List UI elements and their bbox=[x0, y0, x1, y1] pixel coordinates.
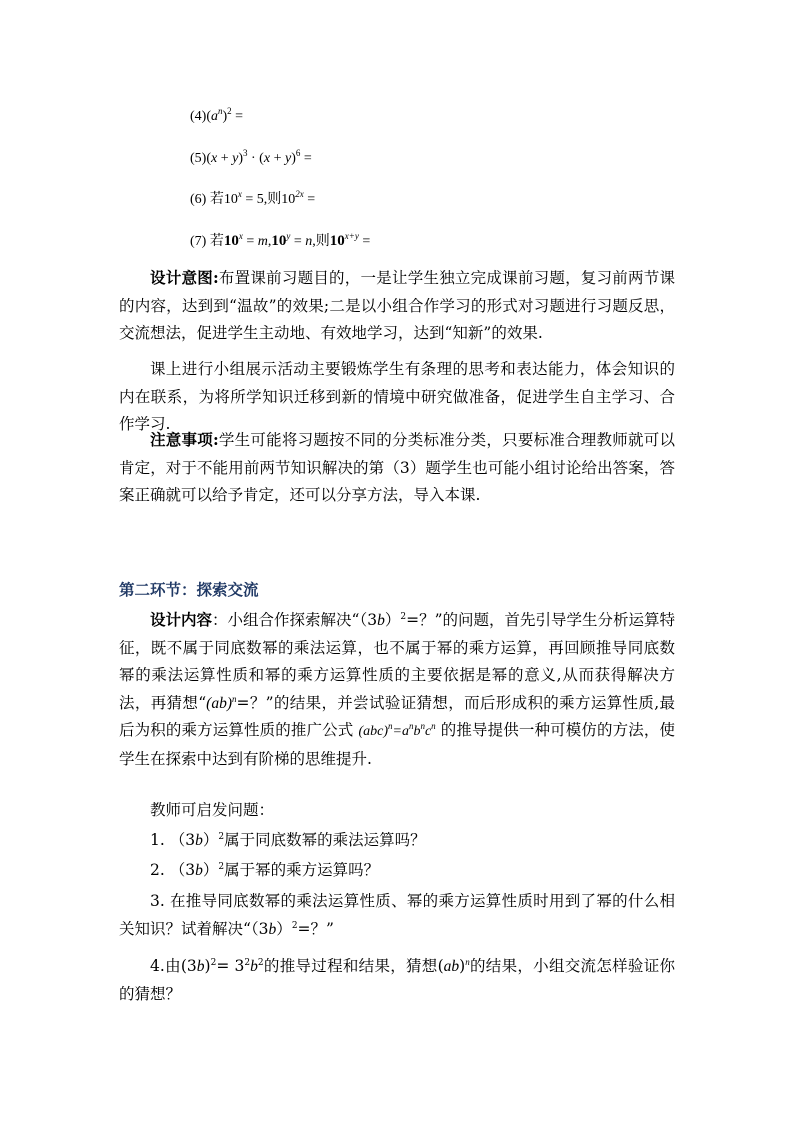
design-content-exp-n4: n bbox=[420, 721, 425, 731]
exercise-4-paren: ) bbox=[222, 109, 228, 124]
exercise-4-number: (4)( bbox=[190, 109, 211, 124]
exercise-6 bbox=[190, 191, 315, 209]
question-3-var-b: b bbox=[268, 920, 277, 938]
exercise-7-number: (7) 若 bbox=[190, 234, 224, 249]
question-1-pow: 2 bbox=[218, 832, 225, 842]
question-4-pow-1: 2 bbox=[210, 958, 217, 968]
design-content-eq-a: =a bbox=[392, 724, 409, 739]
exercise-5-plus2: + bbox=[270, 151, 285, 166]
question-3 bbox=[119, 888, 675, 943]
question-4-var-b: b bbox=[196, 958, 205, 975]
exercise-6-number: (6) 若10 bbox=[190, 192, 238, 207]
exercise-5-x2: x bbox=[263, 151, 271, 166]
exercise-5-rparen: ) bbox=[238, 151, 244, 166]
exercise-6-middle: = 5,则10 bbox=[241, 192, 296, 207]
exercise-4-exp: n bbox=[218, 106, 223, 116]
exercise-5-x: x bbox=[211, 151, 218, 166]
question-3-text: 3. 在推导同底数幂的乘法运算性质、幂的乘方运算性质时用到了幂的什么相关知识？试着解决“（3 bbox=[119, 892, 675, 938]
exercise-5-plus: + bbox=[217, 151, 233, 166]
question-4-text-1: 4.由(3 bbox=[150, 957, 197, 975]
design-intent-paragraph bbox=[119, 264, 675, 348]
exercise-7-equals: = bbox=[358, 234, 371, 249]
exercise-5-number: (5)( bbox=[190, 151, 211, 166]
exercise-7-exp-x: x bbox=[238, 231, 243, 241]
design-content-colon: ： bbox=[212, 611, 228, 629]
question-2-text: 属于幂的乘方运算吗？ bbox=[224, 861, 380, 879]
question-4-text-5: ) bbox=[459, 957, 466, 975]
section-2-title: 第二环节：探索交流 bbox=[119, 580, 259, 599]
exercise-6-exp-x: x bbox=[237, 189, 242, 199]
exercise-7-comma: , bbox=[267, 234, 272, 249]
exercise-7-ten-c: 10 bbox=[329, 233, 345, 249]
exercise-4 bbox=[190, 108, 243, 126]
exercise-5-y: y bbox=[232, 151, 239, 166]
design-content-pow-2: 2 bbox=[400, 612, 407, 622]
question-2-var-b: b bbox=[195, 862, 203, 879]
exercise-5-dot: · ( bbox=[247, 151, 264, 166]
design-content-paragraph bbox=[119, 606, 675, 773]
question-4-pow-3: 2 bbox=[257, 958, 264, 968]
exercise-4-power: 2 bbox=[227, 106, 232, 116]
design-content-exp-n3: n bbox=[408, 721, 414, 731]
exercise-7 bbox=[190, 232, 370, 251]
question-3-rparen: ） bbox=[276, 919, 292, 938]
design-content-exp-n5: n bbox=[431, 721, 436, 731]
notes-label: 注意事项: bbox=[150, 430, 219, 449]
question-3-end: =？” bbox=[297, 919, 334, 938]
question-4-text-3: = 3 bbox=[216, 957, 245, 975]
question-2-number: 2. （3 bbox=[150, 861, 196, 879]
notes-paragraph bbox=[119, 426, 675, 510]
design-content-var-b: b bbox=[377, 612, 385, 629]
question-4-ab: ab bbox=[443, 958, 460, 975]
exercise-7-then: ,则 bbox=[312, 234, 330, 249]
exercise-6-exp-2x: 2x bbox=[295, 189, 304, 199]
exercise-6-equals: = bbox=[303, 192, 316, 207]
questions-intro: 教师可启发问题： bbox=[150, 801, 275, 819]
exercise-7-eq-n: = bbox=[290, 234, 306, 249]
design-intent-label: 设计意图: bbox=[150, 268, 219, 287]
design-content-exp-n1: n bbox=[231, 693, 237, 704]
question-2-pow: 2 bbox=[218, 862, 225, 872]
exercise-5 bbox=[190, 150, 312, 168]
question-1-var-b: b bbox=[195, 832, 203, 849]
design-content-text-5: 的推导提供一种可模仿的方法，使学生在探索中达到有阶梯的思维提升. bbox=[119, 721, 675, 768]
design-content-ab: (ab) bbox=[206, 694, 232, 712]
design-content-text-4: =？”的结果，并尝试验证猜想，而后形成积的乘方运算性质,最后为积的乘方运算性质的推广公式 bbox=[119, 693, 675, 739]
question-3-pow: 2 bbox=[291, 920, 298, 931]
design-content-b: b bbox=[413, 724, 421, 739]
exercise-7-n: n bbox=[305, 234, 313, 249]
exercise-4-equals: = bbox=[231, 109, 244, 124]
question-4-text-2: ) bbox=[204, 957, 211, 975]
question-4-exp-n: n bbox=[465, 957, 470, 967]
group-activity-text: 课上进行小组展示活动主要锻炼学生有条理的思考和表达能力，体会知识的内在联系，为将所学知识迁移到新的情境中研究做准备，促进学生自主学习、合作学习. bbox=[119, 360, 675, 433]
exercise-7-ten-a: 10 bbox=[223, 233, 239, 249]
exercise-7-exp-xy: x+y bbox=[344, 231, 359, 241]
question-2 bbox=[150, 859, 379, 882]
design-content-exp-n2: n bbox=[388, 721, 393, 731]
exercise-7-ten-b: 10 bbox=[271, 233, 287, 249]
exercise-5-y2: y bbox=[284, 151, 292, 166]
notes-text: 学生可能将习题按不同的分类标准分类，只要标准合理教师就可以肯定，对于不能用前两节知识解决的第（3）题学生也可能小组讨论给出答案，答案正确就可以给予肯定，还可以分享方法，导入本课. bbox=[119, 431, 675, 504]
question-2-rparen: ） bbox=[202, 861, 219, 879]
design-content-text-3: =？”的问题，首先引导学生分析运算特征，既不属于同底数幂的乘法运算，也不属于幂的乘方运算，再回顾推导同底数幂的乘法运算性质和幂的乘方运算性质的主要依据是幂的意义,从而获得解决方法，再猜想“ bbox=[119, 611, 675, 712]
exercise-5-rparen2: ) bbox=[291, 151, 296, 166]
question-4-text-6: 的结果，小组交流怎样验证你的猜想？ bbox=[119, 957, 675, 1003]
design-content-text-1: 小组合作探索解决“（3 bbox=[227, 611, 378, 629]
exercise-7-m: m bbox=[257, 234, 268, 249]
design-intent-text: 布置课前习题目的，一是让学生独立完成课前习题，复习前两节课的内容，达到到“温故”的效果;二是以小组合作学习的形式对习题进行习题反思，交流想法，促进学生主动地、有效地学习，达到“知新”的效果. bbox=[119, 269, 675, 342]
exercise-4-base: a bbox=[211, 109, 218, 124]
question-4 bbox=[119, 953, 675, 1008]
exercise-5-power-3: 3 bbox=[243, 148, 248, 158]
design-content-c: c bbox=[424, 724, 432, 739]
question-1 bbox=[150, 829, 426, 852]
question-1-text: 属于同底数幂的乘法运算吗？ bbox=[224, 831, 426, 849]
design-content-label: 设计内容 bbox=[150, 610, 213, 629]
question-4-var-b2: b bbox=[250, 958, 258, 975]
question-1-rparen: ） bbox=[202, 831, 219, 849]
exercise-7-exp-y: y bbox=[286, 231, 291, 241]
exercise-5-power-6: 6 bbox=[295, 148, 301, 158]
exercise-7-eq-m: = bbox=[242, 234, 258, 249]
design-content-abc: (abc) bbox=[358, 724, 388, 739]
question-4-pow-2: 2 bbox=[244, 958, 251, 968]
design-content-text-2: ） bbox=[384, 611, 401, 629]
exercise-5-equals: = bbox=[300, 151, 312, 166]
question-1-number: 1. （3 bbox=[150, 831, 196, 849]
question-4-text-4: 的推导过程和结果，猜想( bbox=[263, 957, 444, 975]
